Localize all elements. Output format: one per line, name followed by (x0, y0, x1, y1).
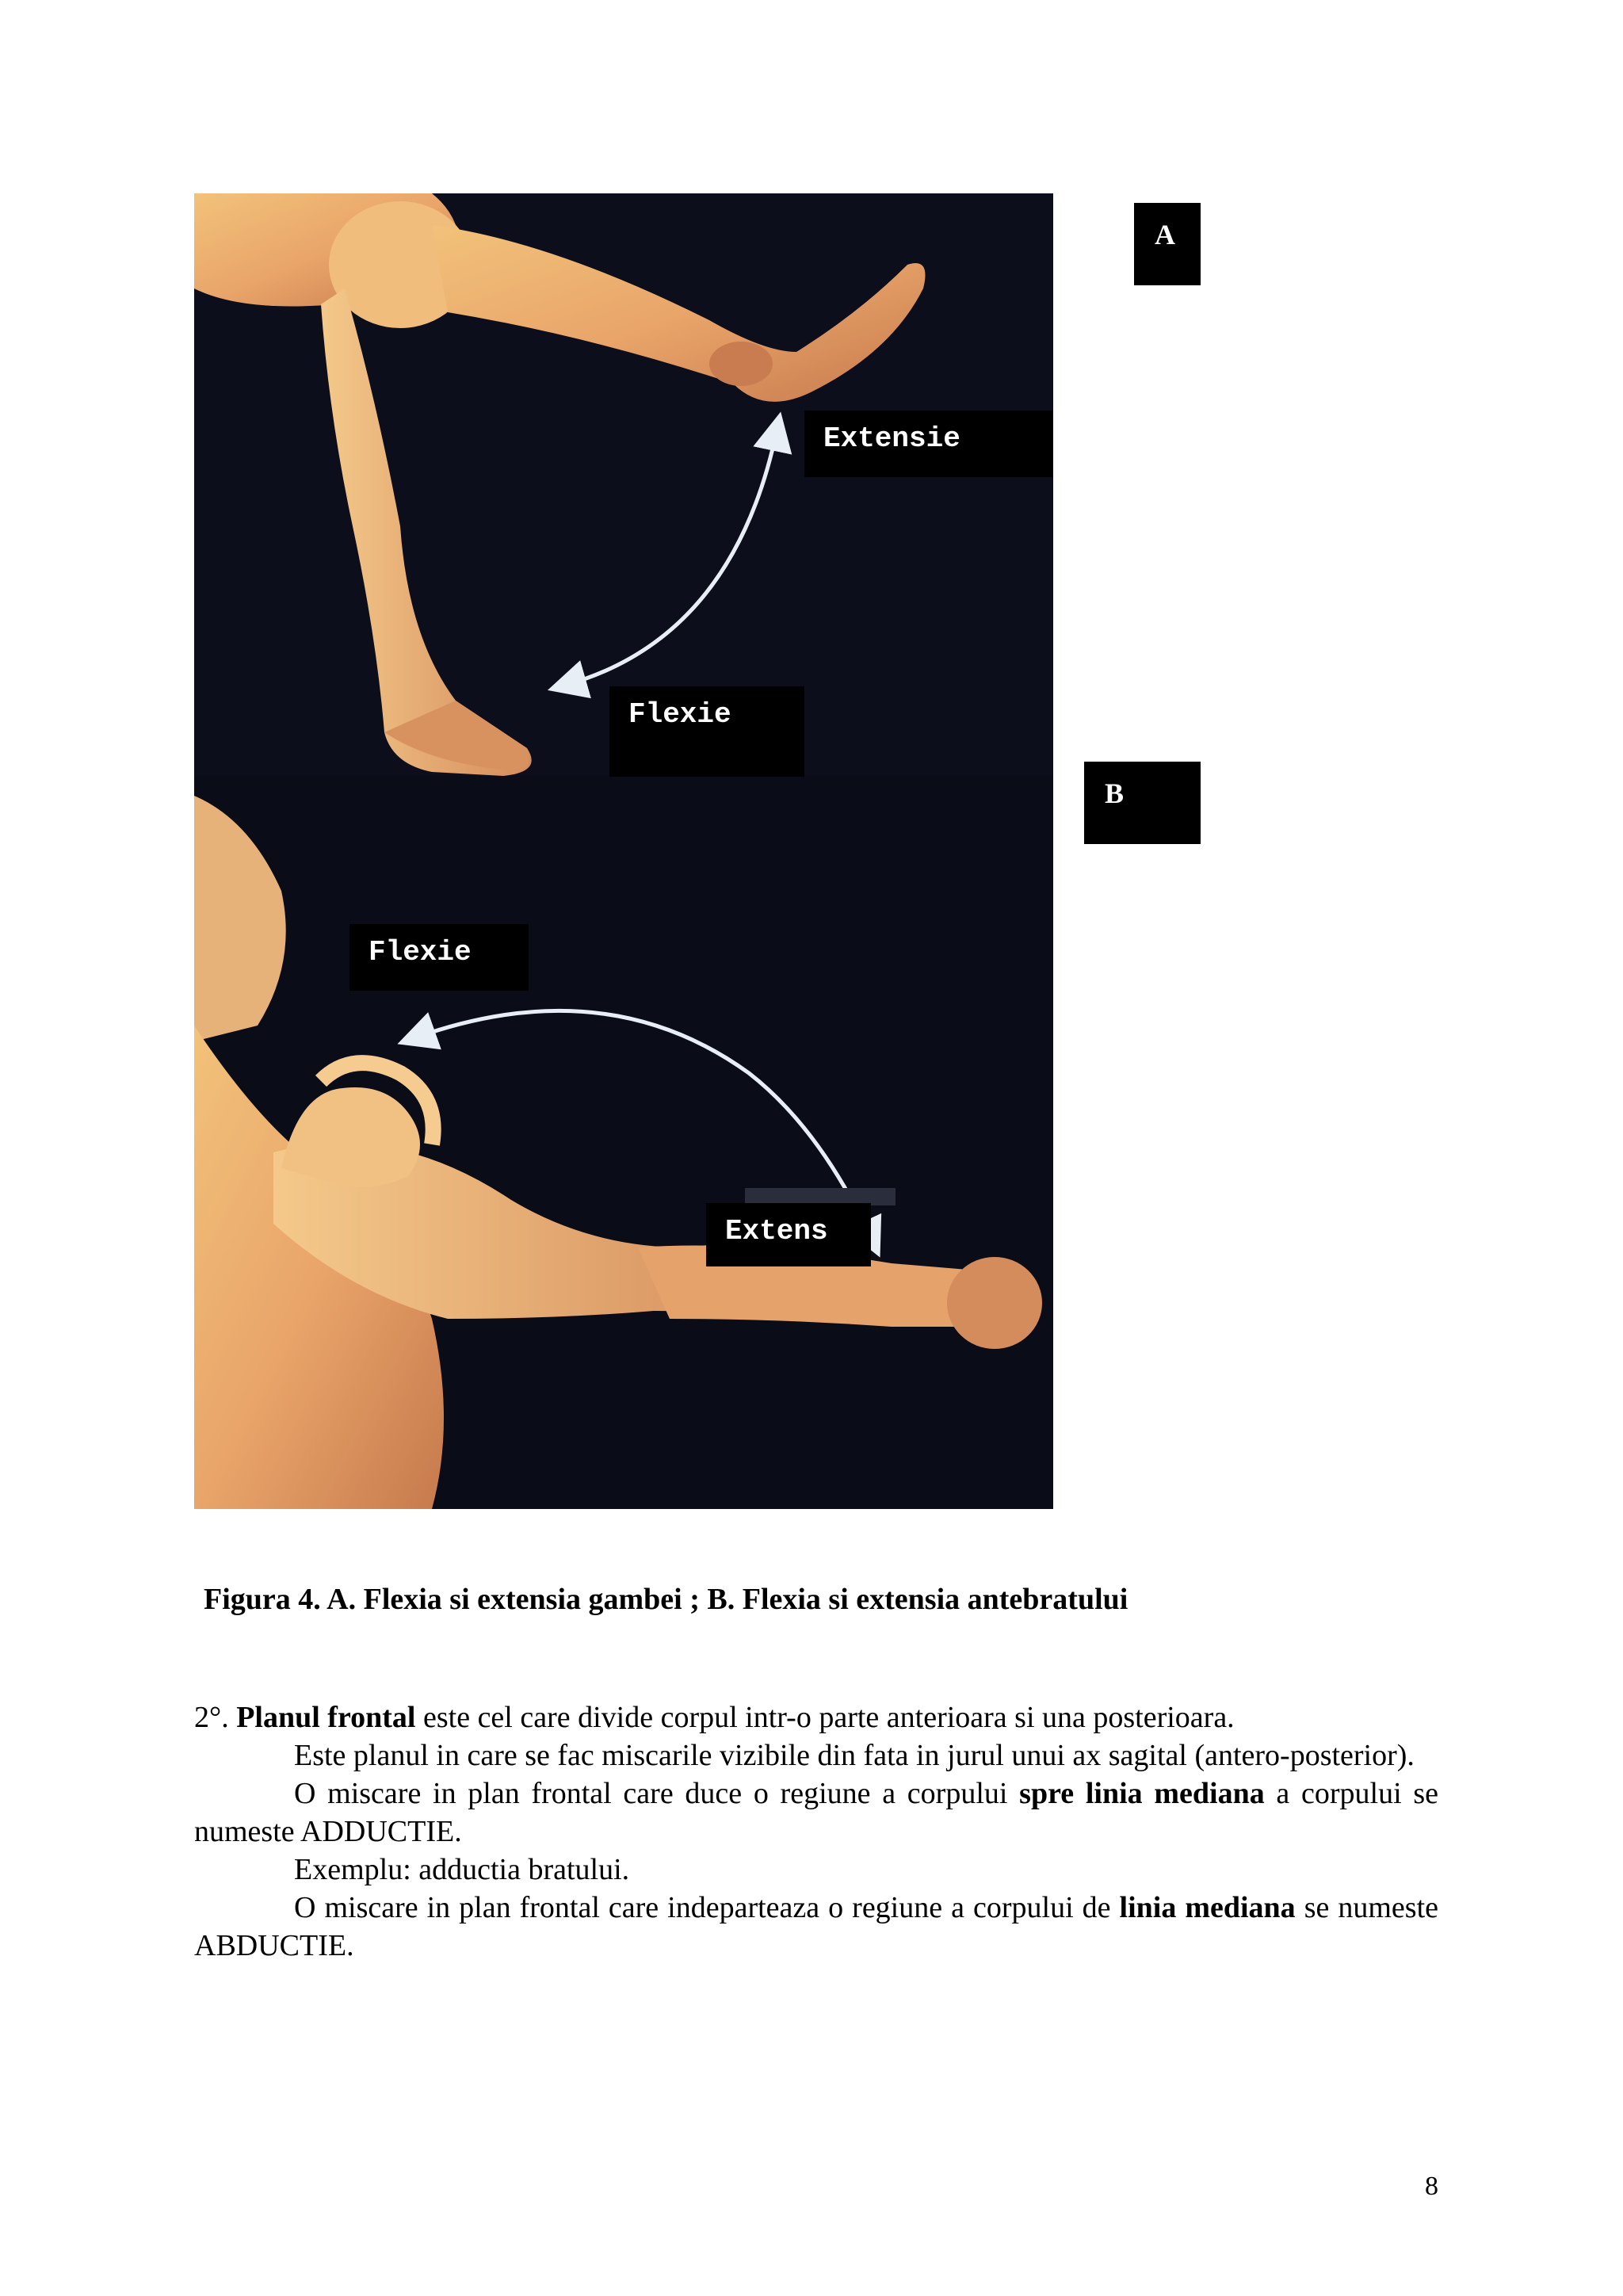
page-number: 8 (1425, 2172, 1438, 2201)
paragraph-1-prefix: 2°. (194, 1701, 237, 1734)
paragraph-1 (194, 1698, 1438, 1736)
paragraph-3-start: O miscare in plan frontal care duce o regiune a corpului (294, 1777, 1020, 1810)
paragraph-3-bold: spre linia mediana (1019, 1777, 1265, 1810)
figure-caption: Figura 4. A. Flexia si extensia gambei ; B. Flexia si extensia antebratului (204, 1583, 1128, 1616)
figure-image (194, 193, 1053, 1509)
label-extens-b: Extens (706, 1203, 871, 1266)
paragraph-1-rest: este cel care divide corpul intr-o parte anterioara si una posterioara. (415, 1701, 1235, 1734)
paragraph-5-bold: linia mediana (1119, 1891, 1296, 1924)
label-flexie-a: Flexie (609, 686, 804, 777)
paragraph-4: Exemplu: adductia bratului. (294, 1853, 630, 1886)
label-extensie-a: Extensie (804, 411, 1053, 477)
paragraph-5 (194, 1889, 1438, 1965)
paragraph-3-end: a corpului se numeste ADDUCTIE. (194, 1777, 1438, 1848)
figure-illustration (194, 193, 1053, 1509)
paragraph-1-bold: Planul frontal (236, 1701, 416, 1734)
paragraph-2: Este planul in care se fac miscarile vizibile din fata in jurul unui ax sagital (antero-posterior). (294, 1739, 1415, 1772)
panel-a-letter: A (1134, 203, 1201, 285)
panel-b-letter: B (1084, 762, 1201, 844)
paragraph-3 (194, 1775, 1438, 1851)
label-flexie-b: Flexie (349, 924, 529, 991)
paragraph-5-end: se numeste ABDUCTIE. (194, 1891, 1438, 1962)
paragraph-5-start: O miscare in plan frontal care indeparteaza o regiune a corpului de (294, 1891, 1120, 1924)
body-text (194, 1698, 1438, 1965)
